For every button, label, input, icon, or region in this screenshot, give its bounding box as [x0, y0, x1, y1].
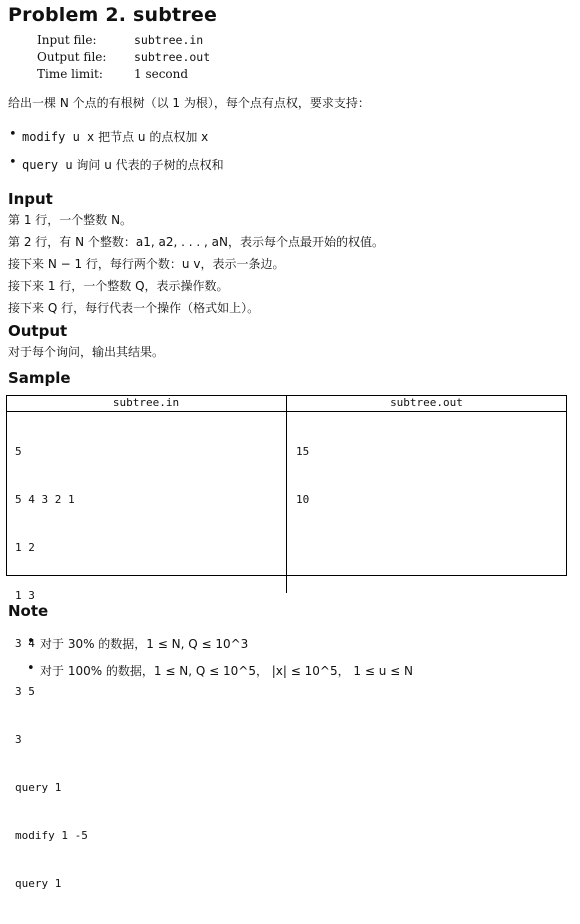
output-line: 对于每个询问，输出其结果。: [8, 345, 165, 359]
meta-label: Input file:: [37, 33, 97, 47]
note-item: • 对于 30% 的数据，1 ≤ N, Q ≤ 10^3: [40, 635, 248, 652]
operation-item: [22, 128, 208, 145]
meta-output-file: [37, 49, 210, 66]
sample-out-line: 10: [296, 493, 310, 506]
sample-out-header: subtree.out: [390, 396, 463, 409]
sample-in-header: subtree.in: [112, 396, 180, 409]
input-line: 接下来 Q 行，每行代表一个操作（格式如上）。: [8, 301, 260, 315]
sample-in-line: modify 1 -5: [15, 829, 88, 842]
sample-in-line: 3 5: [15, 685, 35, 698]
sample-in-line: query 1: [15, 877, 62, 890]
operation-code: query u: [22, 158, 73, 172]
sample-in-line: 3: [15, 733, 22, 746]
table-left-border: [6, 395, 7, 576]
input-line: 第 1 行，一个整数 N。: [8, 213, 133, 227]
sample-out-line: 15: [296, 445, 310, 458]
input-line: 接下来 1 行，一个整数 Q，表示操作数。: [8, 279, 229, 293]
note-heading: Note: [8, 602, 49, 620]
meta-input-file: [37, 32, 210, 49]
sample-out-cell: [296, 412, 323, 540]
sample-in-line: 5 4 3 2 1: [15, 493, 75, 506]
operation-text: 把节点 u 的点权加 x: [98, 130, 209, 144]
sample-heading: Sample: [8, 369, 71, 387]
table-right-border: [566, 395, 567, 576]
note-item: • 对于 100% 的数据，1 ≤ N, Q ≤ 10^5， |x| ≤ 10^5， 1 ≤ u ≤ N: [40, 662, 413, 679]
table-column-divider: [286, 395, 287, 593]
input-heading: Input: [8, 190, 53, 208]
problem-intro: 给出一棵 N 个点的有根树（以 1 为根），每个点有点权，要求支持：: [8, 96, 370, 110]
sample-in-line: query 1: [15, 781, 62, 794]
input-line: 接下来 N − 1 行，每行两个数：u v，表示一条边。: [8, 257, 285, 271]
sample-in-line: 1 2: [15, 541, 35, 554]
meta-time-limit: [37, 66, 210, 83]
sample-in-line: 3 4: [15, 637, 35, 650]
meta-value: 1 second: [134, 67, 189, 81]
meta-label: Output file:: [37, 50, 107, 64]
meta-value: subtree.out: [134, 50, 211, 64]
operation-item: [22, 156, 224, 173]
operation-text: 询问 u 代表的子树的点权和: [76, 158, 224, 172]
output-heading: Output: [8, 322, 68, 340]
problem-title: Problem 2. subtree: [8, 4, 218, 26]
meta-value: subtree.in: [134, 33, 204, 47]
problem-meta: [37, 32, 210, 83]
operation-code: modify u x: [22, 130, 95, 144]
sample-in-line: 5: [15, 445, 22, 458]
input-line: 第 2 行，有 N 个整数：a1, a2, . . . , aN，表示每个点最开始的权值。: [8, 235, 384, 249]
meta-label: Time limit:: [37, 67, 103, 81]
sample-in-line: 1 3: [15, 589, 35, 602]
